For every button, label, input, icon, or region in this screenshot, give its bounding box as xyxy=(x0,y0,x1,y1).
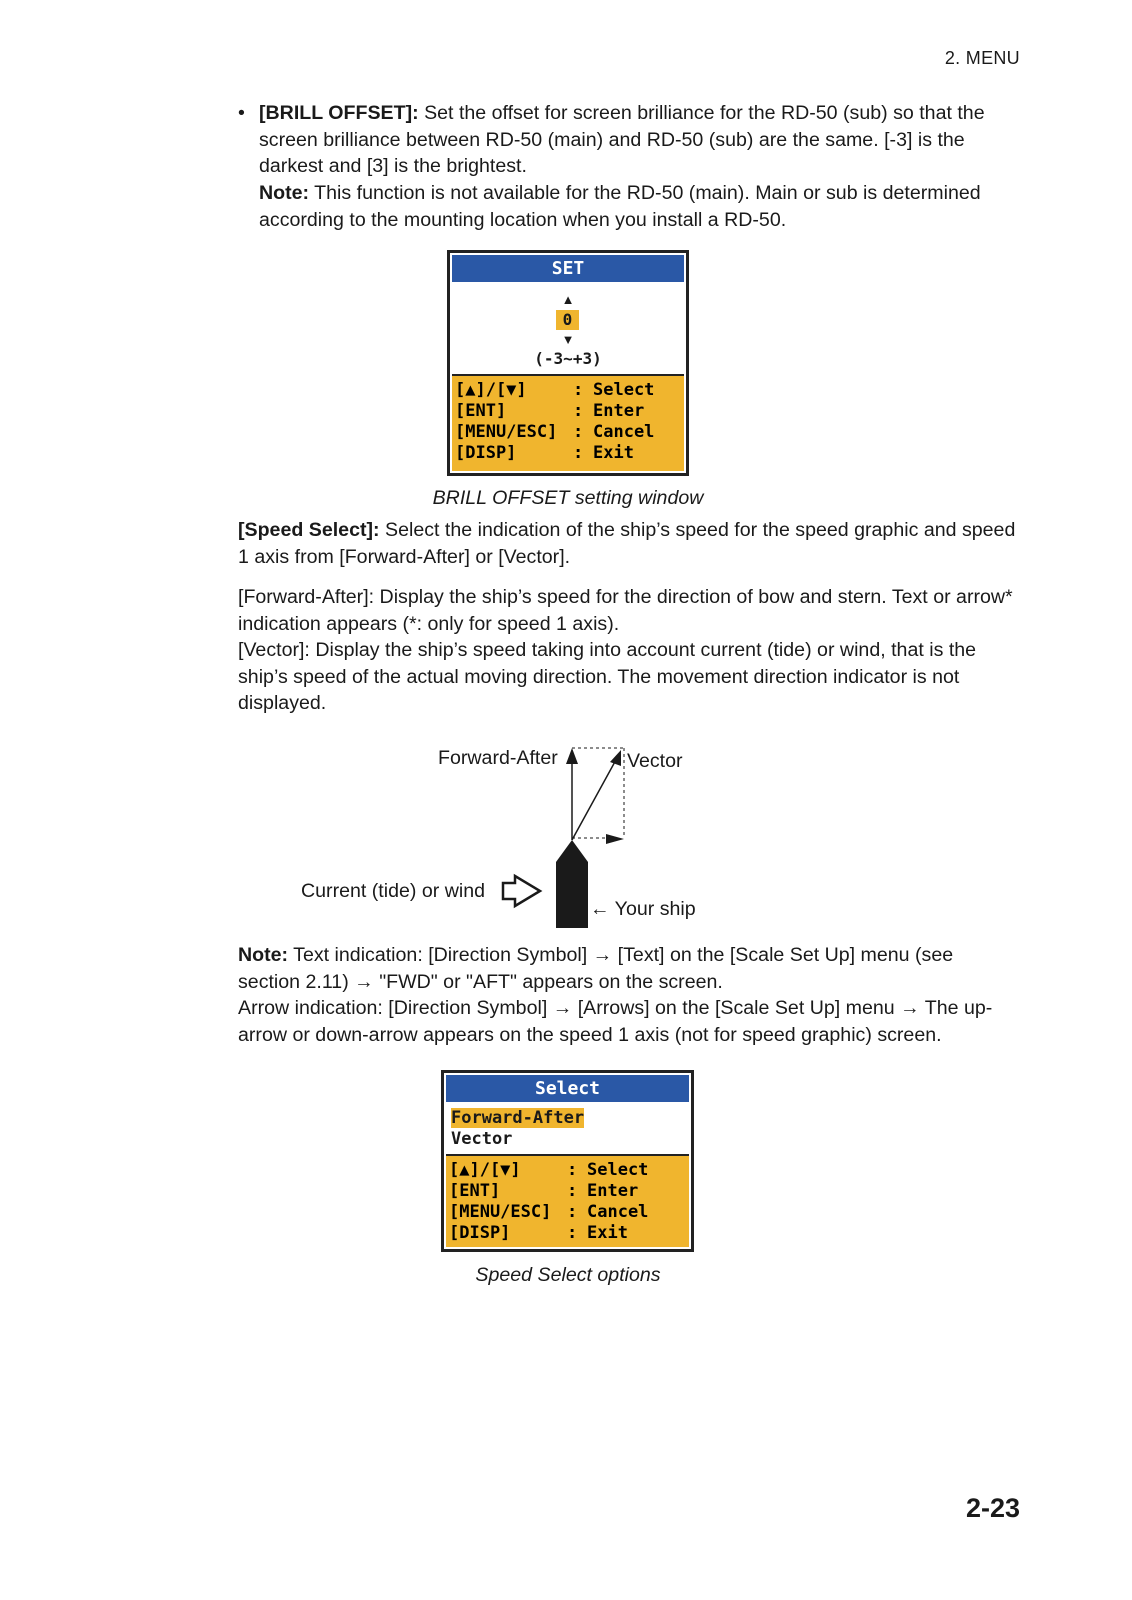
set-window-body xyxy=(452,282,684,374)
vector-description: [Vector]: Display the ship’s speed taking into account current (tide) or wind, that is the ship’s speed of the actual moving direction. The movement direction indicator is not displayed. xyxy=(238,639,977,714)
key-row: [DISP] : Exit xyxy=(455,443,634,463)
key-row: [▲]/[▼] : Select xyxy=(455,380,655,400)
up-arrow-icon[interactable]: ▲ xyxy=(561,292,575,307)
vector-arrow xyxy=(572,750,621,840)
offset-value[interactable]: 0 xyxy=(556,310,579,330)
running-header: 2. MENU xyxy=(944,48,1020,68)
current-wind-arrow-icon xyxy=(503,876,540,906)
select-window-title: Select xyxy=(446,1075,689,1102)
set-window-caption: BRILL OFFSET setting window xyxy=(432,487,704,509)
set-key-guide xyxy=(452,374,684,471)
speed-select-paragraph xyxy=(238,517,1018,570)
your-ship-label: ← Your ship xyxy=(590,898,696,920)
forward-after-arrow xyxy=(566,748,578,840)
select-window-caption: Speed Select options xyxy=(475,1264,661,1286)
speed-select-term: [Speed Select]: xyxy=(238,519,380,541)
speed-select-window xyxy=(441,1070,694,1252)
key-row: [ENT] : Enter xyxy=(449,1181,639,1201)
bullet-mark: • xyxy=(238,102,245,124)
direction-symbol-note xyxy=(238,942,1018,995)
offset-range: (-3~+3) xyxy=(534,349,602,368)
forward-after-description: [Forward-After]: Display the ship’s speed for the direction of bow and stern. Text or arrow* indication appears (*: only for speed 1 axis). xyxy=(238,586,1013,635)
key-row: [DISP] : Exit xyxy=(449,1223,628,1243)
brill-note-label: Note: xyxy=(259,182,310,204)
forward-after-label: Forward-After xyxy=(438,747,558,769)
option-vector[interactable]: Vector xyxy=(451,1129,513,1149)
brill-offset-term: [BRILL OFFSET]: xyxy=(259,102,419,124)
key-row: [MENU/ESC] : Cancel xyxy=(455,422,655,442)
key-row: [ENT] : Enter xyxy=(455,401,645,421)
text-indication-note: Text indication: [Direction Symbol] → [Text] on the [Scale Set Up] menu (see section 2.11) → "FWD" or "AFT" appears on the screen. xyxy=(238,944,954,993)
page-number: 2-23 xyxy=(965,1493,1020,1523)
own-ship-icon xyxy=(556,840,588,928)
down-arrow-icon[interactable]: ▼ xyxy=(561,332,575,347)
current-wind-label: Current (tide) or wind xyxy=(301,880,486,902)
speed-vector-diagram xyxy=(0,740,1132,940)
arrow-indication-note: Arrow indication: [Direction Symbol] → [Arrows] on the [Scale Set Up] menu → The up-arrow or down-arrow appears on the speed 1 axis (not for speed graphic) screen. xyxy=(238,997,993,1046)
select-key-guide xyxy=(446,1154,689,1247)
vector-label: Vector xyxy=(627,750,683,772)
note-label: Note: xyxy=(238,944,289,966)
speed-select-text: Select the indication of the ship’s speed for the speed graphic and speed 1 axis from [Forward-After] or [Vector]. xyxy=(238,519,1016,568)
brill-note-paragraph xyxy=(259,180,1019,233)
option-forward-after[interactable]: Forward-After xyxy=(451,1108,585,1128)
brill-offset-text: Set the offset for screen brilliance for the RD-50 (sub) so that the screen brilliance between RD-50 (main) and RD-50 (sub) are the same. [-3] is the darkest and [3] is the brightest. xyxy=(259,102,985,177)
current-arrowhead xyxy=(606,834,624,844)
key-row: [▲]/[▼] : Select xyxy=(449,1160,649,1180)
select-options xyxy=(446,1102,689,1154)
key-row: [MENU/ESC] : Cancel xyxy=(449,1202,649,1222)
brill-note-text: This function is not available for the RD-50 (main). Main or sub is determined according to the mounting location when you install a RD-50. xyxy=(259,182,981,231)
brill-offset-paragraph xyxy=(259,100,1019,180)
set-window xyxy=(447,250,689,476)
set-window-title: SET xyxy=(452,255,684,282)
